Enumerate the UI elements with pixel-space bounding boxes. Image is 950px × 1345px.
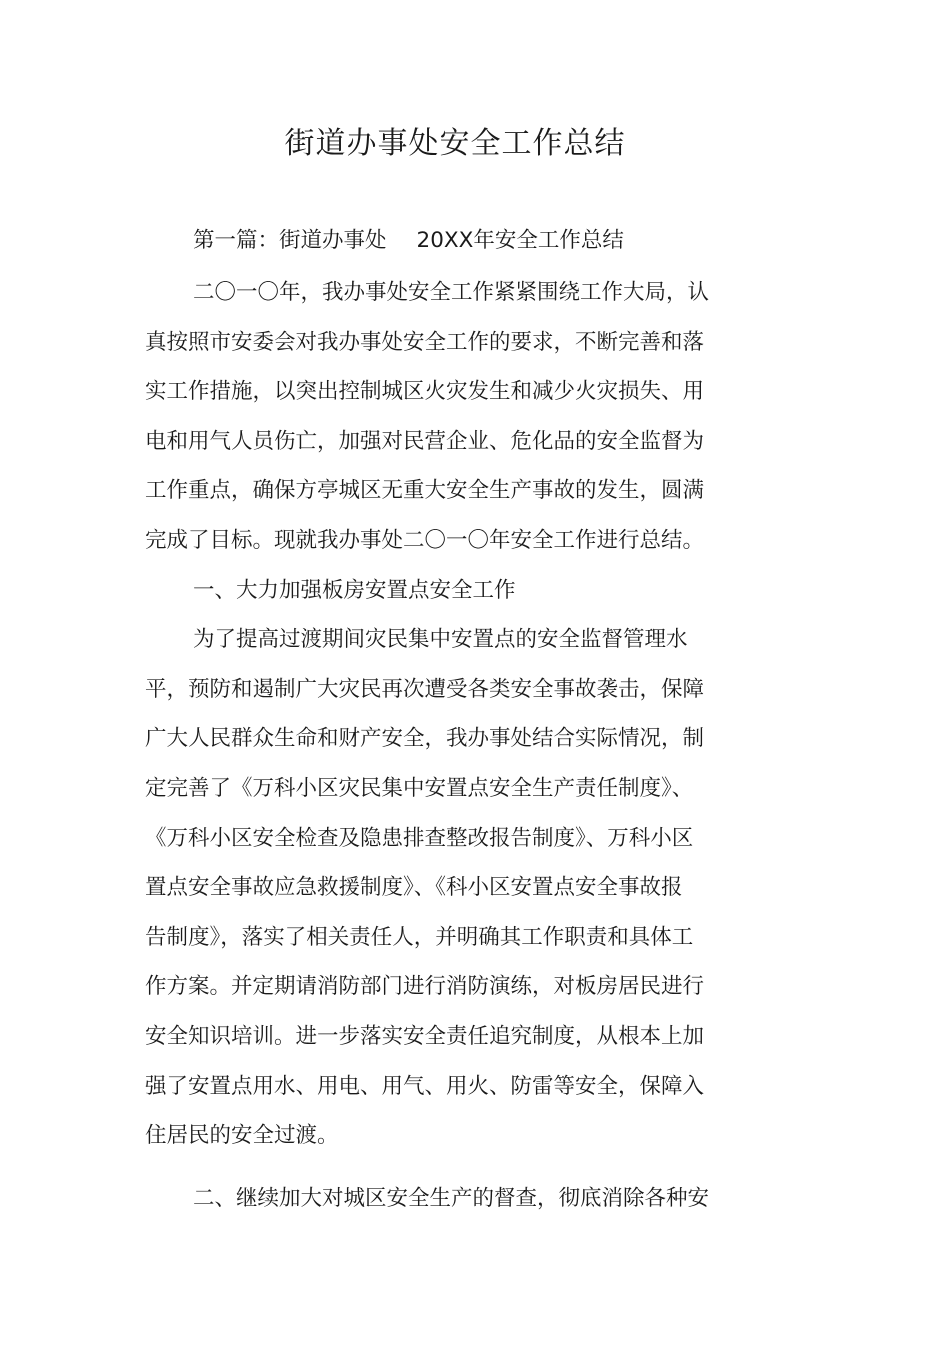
section-heading-prefix: 第一篇：街道办事处 xyxy=(193,228,387,253)
text-line: 电和用气人员伤亡，加强对民营企业、危化品的安全监督为 xyxy=(145,428,705,454)
section-heading-two xyxy=(145,1174,745,1224)
text-line: 完成了目标。现就我办事处二〇一〇年安全工作进行总结。 xyxy=(145,527,705,553)
text-line: 《万科小区安全检查及隐患排查整改报告制度》、万科小区 xyxy=(145,825,694,851)
document-body xyxy=(145,268,745,1223)
text-line: 工作重点，确保方亭城区无重大安全生产事故的发生，圆满 xyxy=(145,478,705,504)
text-line: 平，预防和遏制广大灾民再次遭受各类安全事故袭击，保障 xyxy=(145,676,705,702)
text-line: 告制度》，落实了相关责任人，并明确其工作职责和具体工 xyxy=(145,924,694,950)
document-title: 街道办事处安全工作总结 xyxy=(284,126,626,161)
paragraph-intro xyxy=(145,268,745,566)
text-line: 广大人民群众生命和财产安全，我办事处结合实际情况，制 xyxy=(145,726,705,752)
text-line: 二〇一〇年，我办事处安全工作紧紧围绕工作大局，认 xyxy=(193,280,710,305)
text-line: 置点安全事故应急救援制度》、《科小区安置点安全事故报 xyxy=(145,875,683,901)
text-line: 住居民的安全过渡。 xyxy=(145,1123,339,1149)
text-line: 作方案。并定期请消防部门进行消防演练，对板房居民进行 xyxy=(145,974,705,1000)
text-line: 真按照市安委会对我办事处安全工作的要求，不断完善和落 xyxy=(145,329,705,355)
text-line: 定完善了《万科小区灾民集中安置点安全生产责任制度》、 xyxy=(145,775,694,801)
section-heading-one xyxy=(145,566,745,616)
section-heading-suffix: 20XX年安全工作总结 xyxy=(416,228,624,253)
paragraph-shelter-safety xyxy=(145,615,745,1161)
text-line: 安全知识培训。进一步落实安全责任追究制度，从根本上加 xyxy=(145,1023,705,1049)
section-heading-part-one xyxy=(193,218,624,264)
text-line: 为了提高过渡期间灾民集中安置点的安全监督管理水 xyxy=(193,627,688,653)
text-line: 强了安置点用水、用电、用气、用火、防雷等安全，保障入 xyxy=(145,1073,705,1099)
text-line: 二、继续加大对城区安全生产的督查，彻底消除各种安 xyxy=(193,1185,710,1211)
text-line: 实工作措施，以突出控制城区火灾发生和减少火灾损失、用 xyxy=(145,379,705,405)
text-line: 一、大力加强板房安置点安全工作 xyxy=(193,577,516,603)
